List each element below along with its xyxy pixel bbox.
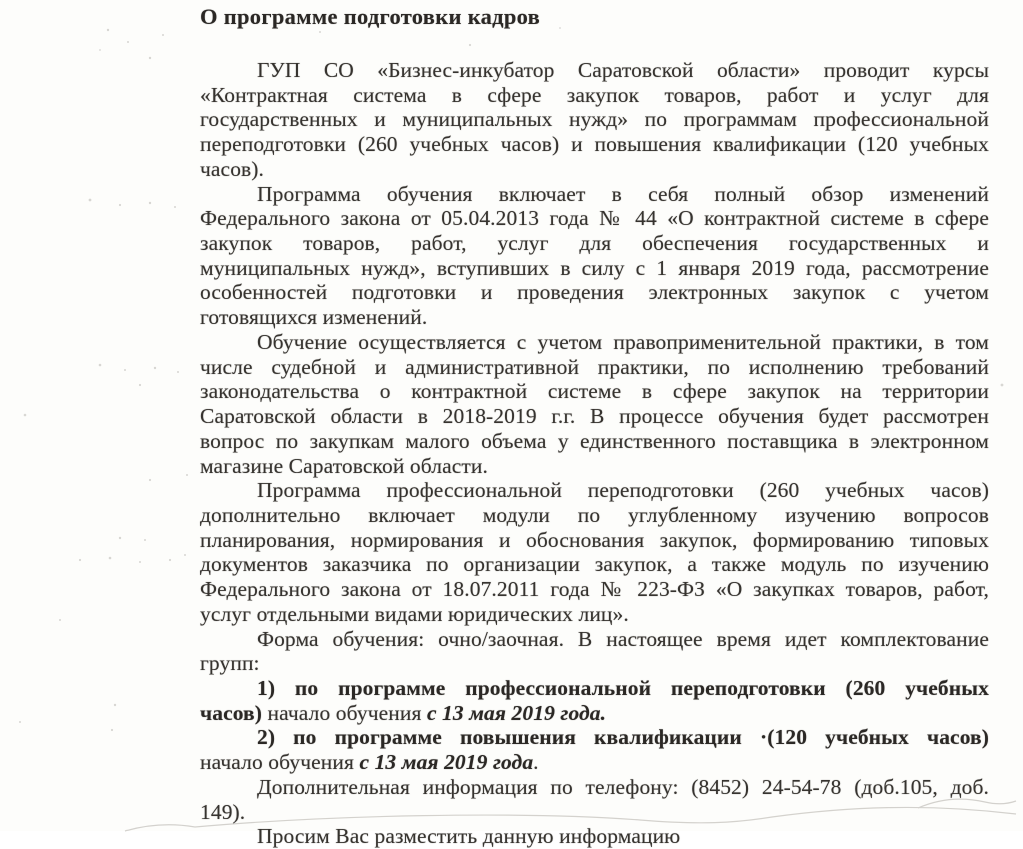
text-segment: документов заказчика по организации закупок, а также модуль по изучению	[200, 552, 989, 577]
text-line	[200, 701, 989, 726]
text-segment: переподготовки (260 учебных часов) и повышения квалификации (120 учебных	[200, 132, 989, 157]
text-segment: Саратовской области в 2018-2019 г.г. В процессе обучения будет рассмотрен	[200, 404, 989, 429]
document-title: О программе подготовки кадров	[200, 4, 541, 29]
document-body	[200, 58, 989, 849]
text-line	[200, 280, 989, 305]
text-segment: с 13 мая 2019 года.	[426, 700, 607, 725]
document-text-column	[200, 4, 989, 849]
text-line	[200, 379, 989, 404]
text-line	[200, 83, 989, 108]
text-segment: дополнительно включает модули по углубленному изучению вопросов	[200, 502, 989, 527]
text-segment: Программа обучения включает в себя полный обзор изменений	[257, 181, 989, 206]
text-segment: начало обучения	[200, 750, 360, 775]
text-segment: услуг отдельными видами юридических лиц».	[200, 601, 629, 626]
text-segment: .	[533, 750, 539, 775]
text-segment: муниципальных нужд», вступивших в силу с 1 января 2019 года, рассмотрение	[200, 255, 989, 280]
text-segment: начало обучения	[262, 700, 427, 725]
text-segment: 1) по программе профессиональной переподготовки (260 учебных	[257, 675, 989, 700]
text-line	[200, 651, 989, 676]
text-segment: Дополнительная информация по телефону: (8452) 24-54-78 (доб.105, доб.	[257, 774, 989, 799]
text-segment: готовящихся изменений.	[200, 305, 428, 330]
text-line	[200, 725, 989, 750]
text-segment: Форма обучения: очно/заочная. В настоящее время идет комплектование	[257, 626, 989, 651]
text-line	[200, 528, 989, 553]
text-line	[200, 157, 989, 182]
text-segment: 149).	[200, 799, 246, 824]
text-line	[200, 676, 989, 701]
text-segment: законодательства о контрактной системе в сфере закупок на территории	[200, 379, 989, 404]
text-segment: числе судебной и административной практики, по исполнению требований	[200, 354, 989, 379]
text-segment: государственных и муниципальных нужд» по программам профессиональной	[200, 107, 989, 132]
text-segment: часов).	[200, 156, 265, 181]
text-line	[200, 503, 989, 528]
truncated-line	[200, 824, 989, 849]
text-line	[200, 750, 989, 775]
text-line	[200, 256, 989, 281]
text-line	[200, 58, 989, 83]
text-line	[200, 602, 989, 627]
text-line	[200, 305, 989, 330]
text-line	[200, 132, 989, 157]
text-line	[200, 182, 989, 207]
text-line	[200, 627, 989, 652]
text-segment: 2) по программе повышения квалификации ·(120 учебных часов)	[257, 725, 989, 750]
text-segment: групп:	[200, 651, 260, 676]
text-segment: планирования, нормирования и обоснования закупок, формированию типовых	[200, 527, 989, 552]
text-segment: часов)	[200, 700, 263, 725]
text-segment: закупок товаров, работ, услуг для обеспечения государственных и	[200, 231, 989, 256]
text-line	[200, 800, 989, 825]
text-segment: Федерального закона от 05.04.2013 года № 44 «О контрактной системе в сфере	[200, 206, 989, 231]
scan-curve	[125, 825, 195, 831]
text-line	[200, 429, 989, 454]
text-line	[200, 404, 989, 429]
text-line	[200, 552, 989, 577]
text-segment: Программа профессиональной переподготовки (260 учебных часов)	[257, 478, 989, 503]
text-segment: с 13 мая 2019 года	[359, 750, 534, 775]
text-segment: магазине Саратовской области.	[200, 453, 488, 478]
text-line	[200, 107, 989, 132]
text-line	[200, 454, 989, 479]
text-segment: «Контрактная система в сфере закупок товаров, работ и услуг для	[200, 82, 989, 107]
text-line	[200, 330, 989, 355]
text-line	[200, 206, 989, 231]
text-line	[200, 478, 989, 503]
text-segment: Просим Вас разместить данную информацию	[257, 824, 681, 849]
text-line	[200, 577, 989, 602]
text-segment: Федерального закона от 18.07.2011 года № 223-ФЗ «О закупках товаров, работ,	[200, 577, 989, 602]
text-line	[200, 775, 989, 800]
text-segment: вопрос по закупкам малого объема у единственного поставщика в электронном	[200, 428, 989, 453]
text-segment: особенностей подготовки и проведения электронных закупок с учетом	[200, 280, 989, 305]
text-segment: Обучение осуществляется с учетом правоприменительной практики, в том	[257, 329, 989, 354]
text-line	[200, 231, 989, 256]
text-line	[200, 355, 989, 380]
text-segment: ГУП СО «Бизнес-инкубатор Саратовской области» проводит курсы	[257, 58, 989, 82]
